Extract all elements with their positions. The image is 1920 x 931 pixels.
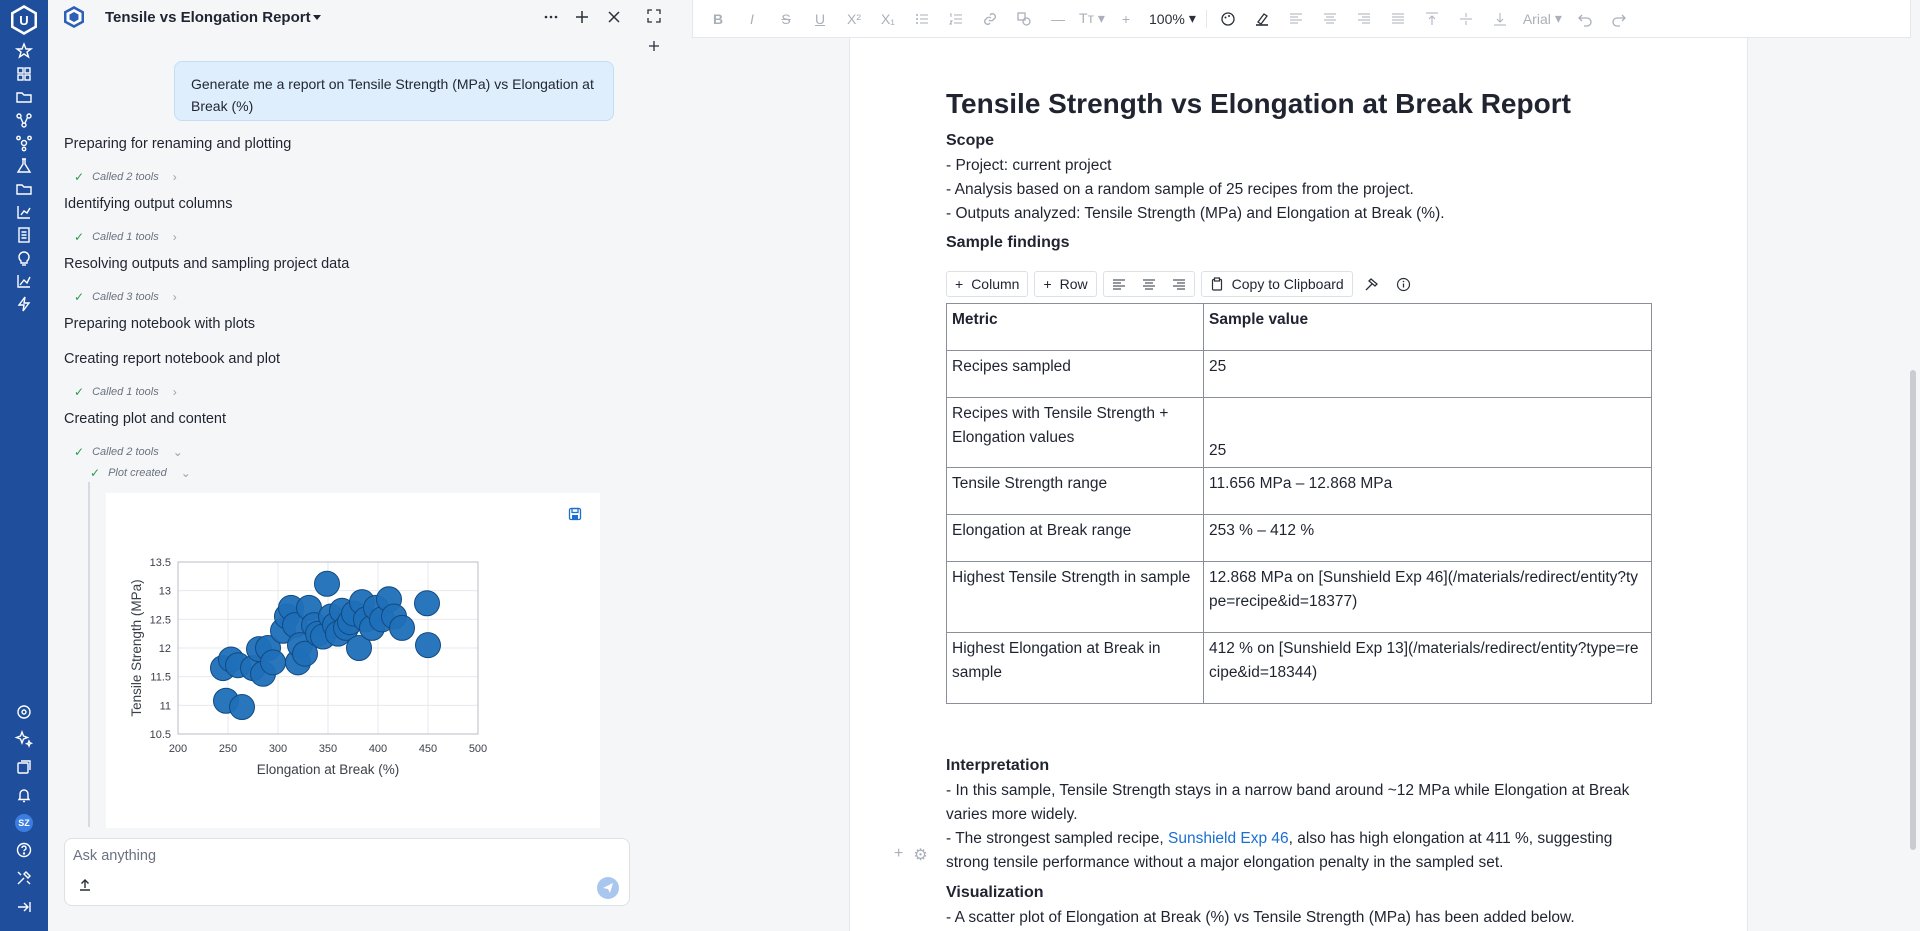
documents-icon[interactable] [14, 225, 34, 245]
data-point [415, 591, 440, 616]
editor-side-tools [636, 0, 672, 931]
findings-heading[interactable]: Sample findings [946, 234, 1070, 251]
table-row [947, 515, 1652, 562]
x-tick-label: 350 [318, 743, 338, 755]
x-tick-label: 300 [268, 743, 288, 755]
table-cell[interactable]: 12.868 MPa on [Sunshield Exp 46](/materials/redirect/entity?type=recipe&id=18377) [1204, 562, 1652, 633]
molecule-icon[interactable] [14, 133, 34, 153]
highlighter-icon [1254, 11, 1270, 27]
charts-icon[interactable] [14, 202, 34, 222]
font-family-value: Arial [1522, 10, 1551, 27]
numbered-list-button[interactable] [939, 7, 973, 31]
align-center-icon [1322, 11, 1338, 27]
x-tick-label: 400 [368, 743, 388, 755]
check-icon: ✓ [90, 466, 101, 480]
recipe-link[interactable]: Sunshield Exp 46 [1168, 830, 1289, 847]
chevron-down-icon: ⌄ [172, 445, 183, 459]
report-title[interactable]: Tensile Strength vs Elongation at Break Report [946, 88, 1571, 119]
data-point [230, 695, 255, 720]
plot-created-status[interactable] [90, 466, 191, 480]
files-folder-icon[interactable] [14, 179, 34, 199]
table-settings-button[interactable] [1359, 271, 1385, 297]
tool-calls-summary[interactable] [74, 230, 177, 244]
table-cell[interactable]: Tensile Strength range [947, 468, 1204, 515]
bullet-list-icon [914, 11, 930, 27]
editor-scrollbar[interactable] [1910, 370, 1916, 850]
chevron-down-icon[interactable] [310, 10, 324, 24]
scope-line[interactable]: - Outputs analyzed: Tensile Strength (MPa) and Elongation at Break (%). [946, 205, 1445, 222]
scope-line[interactable]: - Analysis based on a random sample of 25 recipes from the project. [946, 181, 1414, 198]
dashboard-grid-icon[interactable] [14, 64, 34, 84]
collapse-sidebar-icon[interactable] [14, 897, 34, 917]
link-icon [982, 11, 998, 27]
user-avatar[interactable]: SZ [15, 814, 33, 832]
highlight-button[interactable] [1245, 7, 1279, 31]
justify-button[interactable] [1381, 7, 1415, 31]
tool-calls-label: Called 2 tools [92, 171, 159, 183]
link-button[interactable] [973, 7, 1007, 31]
undo-button[interactable] [1568, 7, 1602, 31]
copy-label: Copy to Clipboard [1231, 276, 1344, 292]
step-label: Creating plot and content [64, 411, 227, 427]
y-tick-label: 12 [158, 643, 171, 655]
interpretation-heading[interactable]: Interpretation [946, 757, 1050, 774]
table-row [947, 468, 1652, 515]
x-tick-label: 450 [418, 743, 438, 755]
automation-bolt-icon[interactable] [14, 294, 34, 314]
table-row [947, 633, 1652, 704]
table-cell[interactable]: 253 % – 412 % [1204, 515, 1652, 562]
y-tick-label: 10.5 [149, 729, 171, 741]
italic-button[interactable]: I [750, 10, 754, 27]
zoom-value: 100% [1149, 10, 1185, 27]
data-point [261, 650, 286, 675]
x-tick-label: 200 [168, 743, 188, 755]
interpretation-line[interactable] [946, 827, 1646, 875]
step-label: Preparing notebook with plots [64, 316, 256, 332]
tool-calls-summary[interactable] [74, 445, 183, 459]
font-family-dropdown[interactable] [1517, 10, 1568, 27]
data-point [315, 571, 340, 596]
align-left-button[interactable] [1279, 7, 1313, 31]
nav-rail [0, 0, 48, 931]
table-cell[interactable]: Elongation at Break range [947, 515, 1204, 562]
y-tick-label: 11.5 [150, 671, 171, 684]
valign-top-button[interactable] [1415, 7, 1449, 31]
x-tick-label: 500 [468, 743, 488, 755]
table-header-cell[interactable]: Sample value [1204, 304, 1652, 351]
chevron-down-icon: ⌄ [180, 466, 191, 480]
app-logo-letter: U [19, 13, 29, 28]
valign-bottom-icon [1492, 11, 1508, 27]
shapes-button[interactable] [1007, 7, 1041, 31]
cell-align-group [1103, 271, 1195, 297]
table-cell[interactable]: Highest Tensile Strength in sample [947, 562, 1204, 633]
chat-header [48, 0, 636, 36]
check-icon: ✓ [74, 385, 85, 399]
check-icon: ✓ [74, 290, 85, 304]
cell-align-center-button[interactable] [1134, 272, 1164, 296]
visualization-heading[interactable]: Visualization [946, 884, 1044, 901]
new-chat-plus-icon[interactable] [573, 8, 591, 26]
tool-calls-label: Called 1 tools [92, 386, 159, 398]
valign-middle-icon [1458, 11, 1474, 27]
scope-heading[interactable]: Scope [946, 132, 995, 149]
settings-tools-icon[interactable] [14, 868, 34, 888]
lab-flask-icon[interactable] [14, 156, 34, 176]
findings-table [946, 303, 1652, 704]
table-cell[interactable]: 25 [1204, 351, 1652, 398]
info-icon [1396, 277, 1411, 292]
chat-input-box[interactable] [64, 838, 630, 906]
send-icon [602, 882, 614, 894]
insights-bulb-icon[interactable] [14, 248, 34, 268]
redo-icon [1611, 11, 1627, 27]
cell-align-left-button[interactable] [1104, 272, 1134, 296]
assistant-brand-icon [62, 5, 86, 29]
step-label: Identifying output columns [64, 196, 233, 212]
projects-folder-icon[interactable] [14, 87, 34, 107]
tool-calls-summary[interactable] [74, 290, 177, 304]
add-row-label: Row [1059, 276, 1088, 292]
zoom-dropdown[interactable] [1143, 10, 1202, 27]
tool-calls-label: Called 3 tools [92, 291, 159, 303]
y-tick-label: 13 [158, 585, 171, 598]
text-color-button[interactable] [1211, 7, 1245, 31]
table-toolbar [946, 271, 1417, 297]
chevron-right-icon: › [172, 290, 177, 304]
x-axis-label: Elongation at Break (%) [256, 762, 400, 777]
scatter-plot [106, 493, 600, 828]
plus-icon: + [1043, 276, 1052, 292]
hammer-icon [1364, 277, 1379, 292]
numbered-list-icon [948, 11, 964, 27]
chevron-right-icon: › [172, 230, 177, 244]
subscript-button[interactable]: X₁ [880, 10, 896, 27]
target-icon[interactable] [14, 702, 34, 722]
table-cell[interactable]: 25 [1204, 398, 1652, 468]
interpretation-text: - The strongest sampled recipe, [946, 830, 1168, 847]
table-header-row [947, 304, 1652, 351]
valign-top-icon [1424, 11, 1440, 27]
chat-title[interactable]: Tensile vs Elongation Report [105, 9, 311, 26]
interpretation-line[interactable]: - In this sample, Tensile Strength stays in a narrow band around ~12 MPa while Elongation at Break varies more widely. [946, 782, 1630, 823]
send-button[interactable] [597, 877, 619, 899]
toolbar-divider [1206, 10, 1207, 28]
data-point [416, 633, 441, 658]
cell-align-right-button[interactable] [1164, 272, 1194, 296]
tool-calls-label: Called 2 tools [92, 446, 159, 458]
bold-button[interactable]: B [712, 10, 724, 27]
align-right-button[interactable] [1347, 7, 1381, 31]
text-style-dropdown[interactable]: Tт ▾ [1079, 10, 1105, 26]
upload-icon[interactable] [77, 877, 93, 893]
check-icon: ✓ [74, 445, 85, 459]
library-icon[interactable] [14, 757, 34, 777]
strikethrough-button[interactable]: S [781, 10, 791, 27]
check-icon: ✓ [74, 230, 85, 244]
add-block-plus-icon[interactable] [645, 37, 663, 55]
valign-bottom-button[interactable] [1483, 7, 1517, 31]
add-row-button[interactable] [1034, 271, 1096, 297]
user-message: Generate me a report on Tensile Strength (MPa) vs Elongation at Break (%) [174, 61, 614, 121]
align-left-icon [1112, 277, 1126, 291]
tool-calls-summary[interactable] [74, 170, 177, 184]
add-block-icon[interactable]: + [894, 845, 904, 862]
step-label: Resolving outputs and sampling project data [64, 256, 350, 272]
justify-icon [1390, 11, 1406, 27]
notifications-bell-icon[interactable] [14, 785, 34, 805]
y-tick-label: 13.5 [149, 557, 171, 569]
redo-button[interactable] [1602, 7, 1636, 31]
thread-line [88, 482, 90, 827]
plus-icon: + [955, 276, 964, 292]
table-cell[interactable]: Highest Elongation at Break in sample [947, 633, 1204, 704]
y-tick-label: 12.5 [149, 614, 171, 627]
superscript-button[interactable]: X² [847, 10, 861, 27]
chevron-down-icon: ▾ [1188, 10, 1196, 26]
table-row [947, 562, 1652, 633]
table-row [947, 351, 1652, 398]
y-tick-label: 11 [159, 700, 171, 713]
tool-calls-label: Called 1 tools [92, 231, 159, 243]
palette-icon [1220, 11, 1236, 27]
chevron-right-icon: › [172, 170, 177, 184]
close-icon[interactable] [605, 8, 623, 26]
fullscreen-icon[interactable] [645, 7, 663, 25]
table-header-cell[interactable]: Metric [947, 304, 1204, 351]
undo-icon [1577, 11, 1593, 27]
plot-created-label: Plot created [108, 467, 167, 479]
chevron-down-icon: ▾ [1554, 10, 1562, 26]
clipboard-icon [1210, 277, 1224, 291]
assistant-chat-panel [48, 0, 636, 931]
align-left-icon [1288, 11, 1304, 27]
align-center-button[interactable] [1313, 7, 1347, 31]
chat-input-placeholder[interactable]: Ask anything [73, 848, 157, 864]
workflow-icon[interactable] [14, 110, 34, 130]
ai-sparkle-icon[interactable] [14, 729, 34, 749]
report-editor [636, 0, 1920, 931]
horizontal-rule-button[interactable]: — [1051, 10, 1065, 27]
valign-middle-button[interactable] [1449, 7, 1483, 31]
save-icon[interactable] [568, 507, 582, 521]
align-right-icon [1356, 11, 1372, 27]
shapes-icon [1016, 11, 1032, 27]
visualization-line[interactable]: - A scatter plot of Elongation at Break (%) vs Tensile Strength (MPa) has been added below. [946, 909, 1575, 926]
document-page [849, 38, 1748, 931]
copy-to-clipboard-button[interactable] [1201, 271, 1353, 297]
bullet-list-button[interactable] [905, 7, 939, 31]
block-gutter [894, 845, 928, 865]
interpretation-text: , also has high elongation at 411 %, suggesting strong tensile performance without a major elongation penalty in the sampled set. [946, 830, 1613, 871]
table-cell[interactable]: Recipes with Tensile Strength + Elongation values [947, 398, 1204, 468]
data-point [390, 615, 415, 640]
help-icon[interactable] [14, 840, 34, 860]
table-info-button[interactable] [1391, 271, 1417, 297]
block-settings-gear-icon[interactable]: ⚙ [913, 847, 928, 864]
more-options-icon[interactable] [542, 8, 560, 26]
favorites-star-icon[interactable] [14, 41, 34, 61]
tool-calls-summary[interactable] [74, 385, 177, 399]
table-row [947, 398, 1652, 468]
add-column-button[interactable] [946, 271, 1028, 297]
x-tick-label: 250 [218, 743, 238, 755]
table-cell[interactable]: Recipes sampled [947, 351, 1204, 398]
y-axis-label: Tensile Strength (MPa) [129, 579, 144, 717]
formatting-toolbar [692, 0, 1911, 38]
check-icon: ✓ [74, 170, 85, 184]
table-cell[interactable]: 412 % on [Sunshield Exp 13](/materials/redirect/entity?type=recipe&id=18344) [1204, 633, 1652, 704]
add-column-label: Column [971, 276, 1020, 292]
plot-card [106, 493, 600, 828]
app-logo-icon[interactable] [7, 3, 41, 37]
analytics-icon[interactable] [14, 271, 34, 291]
table-cell[interactable]: 11.656 MPa – 12.868 MPa [1204, 468, 1652, 515]
insert-plus-button[interactable]: + [1121, 10, 1131, 27]
align-right-icon [1172, 277, 1186, 291]
step-label: Preparing for renaming and plotting [64, 136, 292, 152]
underline-button[interactable]: U [814, 10, 826, 27]
scope-line[interactable]: - Project: current project [946, 157, 1112, 174]
chevron-right-icon: › [172, 385, 177, 399]
step-label: Creating report notebook and plot [64, 351, 281, 367]
align-center-icon [1142, 277, 1156, 291]
